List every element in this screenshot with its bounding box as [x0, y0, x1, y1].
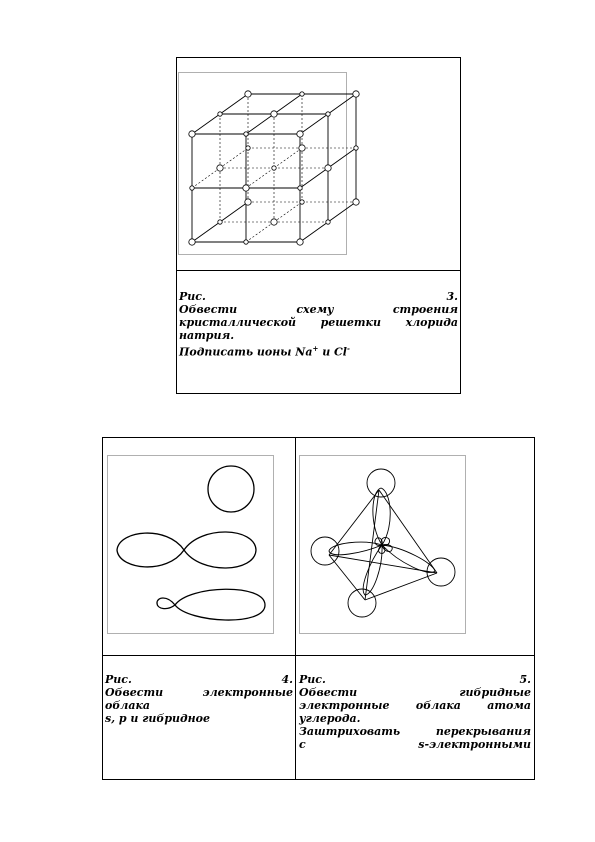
lattice-ion — [245, 199, 251, 205]
caption-word: электронные — [299, 699, 390, 712]
caption-label: Рис. — [299, 673, 326, 686]
lattice-ion — [353, 199, 359, 205]
caption-line: s, p и гибридное — [105, 712, 211, 725]
lattice-ion — [300, 92, 304, 96]
lattice-ion — [326, 112, 330, 116]
caption-word: с — [299, 738, 306, 751]
lattice-ion — [297, 131, 303, 137]
caption-label: Рис. — [179, 290, 206, 303]
caption-word: Обвести — [105, 686, 164, 699]
caption-word: гибридные — [459, 686, 531, 699]
caption-number: 5. — [519, 673, 531, 686]
lattice-bond — [300, 114, 328, 134]
lattice-bond — [192, 114, 220, 134]
caption-word: перекрывания — [435, 725, 531, 738]
lattice-ion — [299, 145, 305, 151]
tetrahedron-image — [299, 455, 467, 635]
caption-label: Рис. — [105, 673, 132, 686]
lattice-bond — [220, 94, 248, 114]
caption-word: хлорида — [405, 316, 458, 329]
caption-word: s-электронными — [418, 738, 531, 751]
figure-5-caption — [299, 673, 531, 751]
caption-word: атома — [487, 699, 531, 712]
caption-number: 4. — [281, 673, 293, 686]
lattice-ion — [326, 220, 330, 224]
lattice-ion — [272, 166, 276, 170]
caption-word: кристаллической — [179, 316, 297, 329]
caption-word: схему — [296, 303, 334, 316]
lattice-bond — [300, 222, 328, 242]
lattice-ion — [218, 112, 222, 116]
lattice-ion — [243, 185, 249, 191]
lattice-ion — [245, 91, 251, 97]
hybrid-orbital — [157, 589, 265, 620]
p-orbital — [117, 532, 256, 568]
lattice-bond — [274, 148, 302, 168]
lattice-ion — [300, 200, 304, 204]
caption-line: углерода. — [299, 712, 361, 725]
caption-word: строения — [392, 303, 458, 316]
table-column-divider — [295, 437, 296, 780]
lattice-bond — [246, 222, 274, 242]
caption-number: 3. — [446, 290, 458, 303]
vertex-s-orbital — [348, 589, 376, 617]
lattice-bond — [192, 222, 220, 242]
lattice-ion — [325, 165, 331, 171]
lattice-ion — [297, 239, 303, 245]
caption-word: Обвести — [299, 686, 358, 699]
lattice-ion — [190, 186, 194, 190]
caption-word: облака — [415, 699, 461, 712]
lattice-ion — [354, 146, 358, 150]
caption-line-ions: Подписать ионы Na+ и Cl- — [179, 344, 350, 359]
nacl-lattice-image — [178, 72, 350, 257]
table-row-divider — [102, 655, 535, 656]
figure-4-caption — [105, 673, 293, 725]
lattice-bond — [300, 168, 328, 188]
lattice-bond — [274, 202, 302, 222]
lattice-ion — [271, 111, 277, 117]
lattice-ion — [246, 146, 250, 150]
lattice-ion — [271, 219, 277, 225]
caption-word: электронные — [202, 686, 293, 699]
caption-line: облака — [105, 699, 151, 712]
lattice-ion — [353, 91, 359, 97]
lattice-bond — [192, 168, 220, 188]
caption-word: Обвести — [179, 303, 238, 316]
s-orbital — [208, 466, 254, 512]
lattice-ion — [189, 239, 195, 245]
lattice-ion — [217, 165, 223, 171]
lattice-bond — [246, 168, 274, 188]
caption-word: Заштриховать — [299, 725, 401, 738]
lattice-bond — [246, 114, 274, 134]
caption-word: решетки — [320, 316, 382, 329]
caption-line: натрия. — [179, 329, 235, 342]
vertex-s-orbital — [311, 537, 339, 565]
lattice-ion — [244, 240, 248, 244]
lattice-ion — [244, 132, 248, 136]
lattice-bond — [220, 148, 248, 168]
figure-3-caption — [179, 290, 458, 359]
figure-3-divider — [176, 270, 461, 271]
lattice-ion — [218, 220, 222, 224]
orbitals-image — [107, 455, 275, 635]
lattice-ion — [189, 131, 195, 137]
lattice-ion — [298, 186, 302, 190]
lattice-bond — [220, 202, 248, 222]
lattice-bond — [274, 94, 302, 114]
